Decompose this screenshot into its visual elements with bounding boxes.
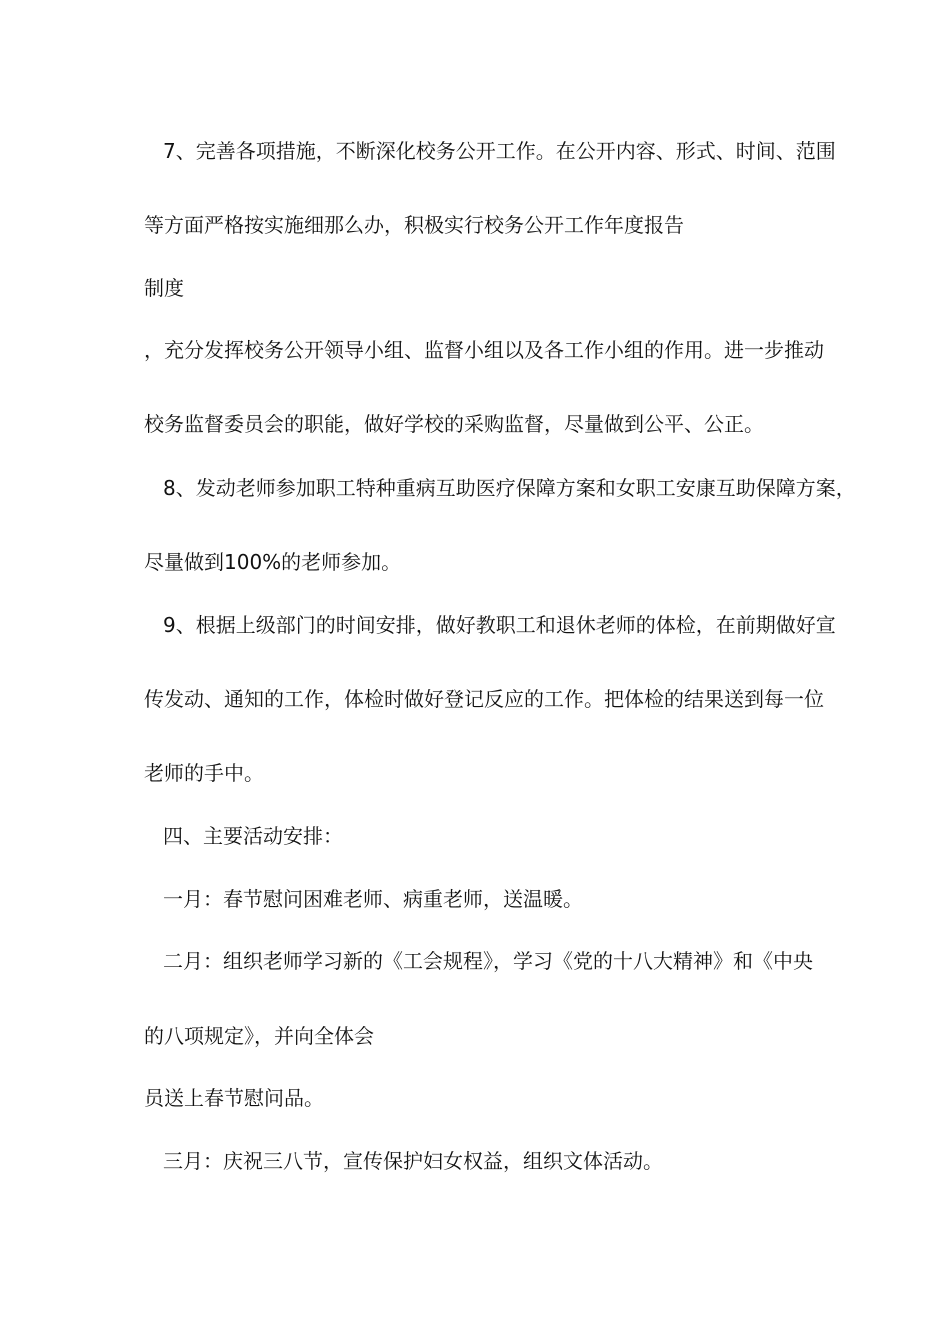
paragraph-line: 尽量做到100%的老师参加。 <box>144 550 402 574</box>
paragraph-line: 传发动、通知的工作，体检时做好登记反应的工作。把体检的结果送到每一位 <box>144 687 824 711</box>
paragraph-line: 校务监督委员会的职能，做好学校的采购监督，尽量做到公平、公正。 <box>144 412 764 436</box>
paragraph-line: 一月：春节慰问困难老师、病重老师，送温暖。 <box>163 887 583 911</box>
paragraph-line: 的八项规定》，并向全体会 <box>144 1024 374 1048</box>
paragraph-line: 二月：组织老师学习新的《工会规程》，学习《党的十八大精神》和《中央 <box>163 949 813 973</box>
paragraph-line: 三月：庆祝三八节，宣传保护妇女权益，组织文体活动。 <box>163 1149 663 1173</box>
paragraph-line: 7、完善各项措施，不断深化校务公开工作。在公开内容、形式、时间、范围 <box>163 139 836 163</box>
paragraph-line: 8、发动老师参加职工特种重病互助医疗保障方案和女职工安康互助保障方案， <box>163 476 856 500</box>
paragraph-line: 制度 <box>144 276 184 300</box>
paragraph-line: ，充分发挥校务公开领导小组、监督小组以及各工作小组的作用。进一步推动 <box>144 338 824 362</box>
paragraph-line: 员送上春节慰问品。 <box>144 1086 324 1110</box>
paragraph-line: 老师的手中。 <box>144 761 264 785</box>
paragraph-line: 9、根据上级部门的时间安排，做好教职工和退休老师的体检，在前期做好宣 <box>163 613 836 637</box>
section-heading: 四、主要活动安排： <box>163 824 343 848</box>
paragraph-line: 等方面严格按实施细那么办，积极实行校务公开工作年度报告 <box>144 213 684 237</box>
